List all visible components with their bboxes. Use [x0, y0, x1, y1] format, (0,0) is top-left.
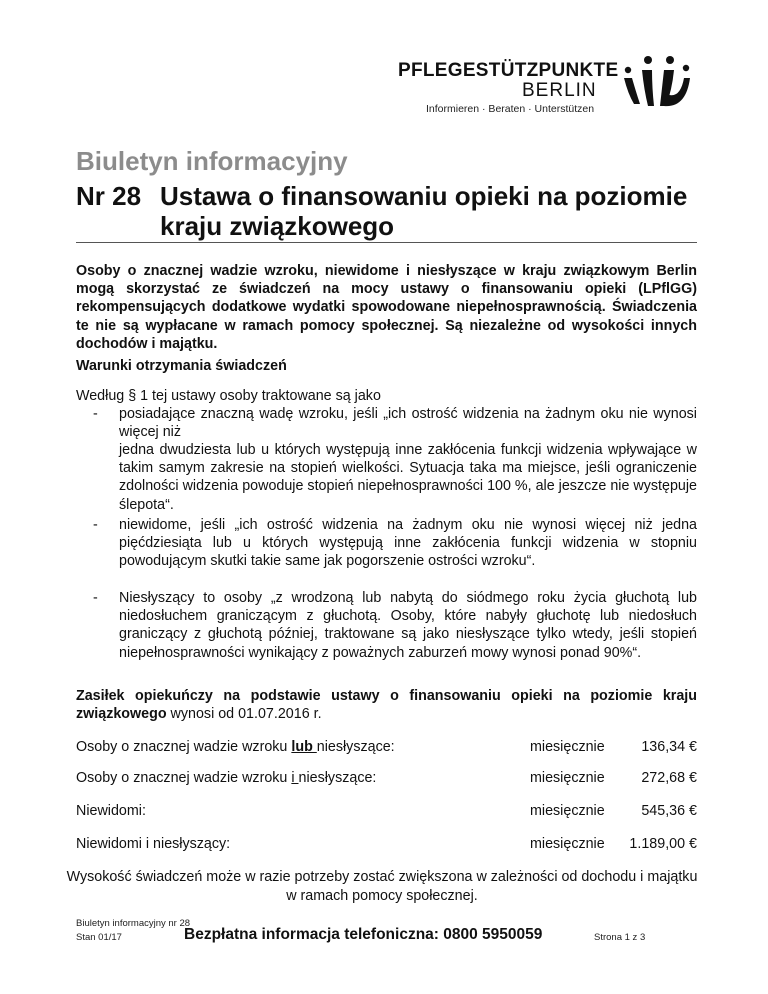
bulletin-number: Nr 28	[76, 181, 142, 211]
logo-figures-icon	[620, 54, 692, 110]
allowance-row-period: miesięcznie	[530, 836, 605, 852]
allowance-intro-bold: Zasiłek opiekuńczy na podstawie ustawy o finansowaniu opieki na poziomie kraju związkowego	[76, 688, 697, 723]
allowance-row-amount: 1.189,00 €	[629, 836, 697, 852]
list-item-text: niewidome, jeśli „ich ostrość widzenia na żadnym oku nie wynosi więcej niż jedna pięćdziesiąta lub u których występują inne zakłócenia funkcji widzenia w stopniu powodującym skutki takie same jak pogorszenie ostrości wzroku“.	[119, 517, 697, 570]
logo-tagline: Informieren · Beraten · Unterstützen	[426, 103, 595, 115]
title-divider	[76, 242, 697, 243]
list-dash: -	[93, 406, 98, 422]
list-item-text-continued: jedna dwudziesta lub u których występują inne zakłócenia funkcji widzenia wpływające w takim samym zakresie na stopień wielkości. Sytuacja taka ma miejsce, jeśli ograniczenie zdolności widzenia powoduje stopień niepełnosprawności 100 %, ale jeszcze nie występuje ślepota“.	[119, 442, 697, 513]
allowance-row	[76, 768, 697, 788]
document-type: Biuletyn informacyjny	[76, 146, 348, 176]
section-heading-conditions: Warunki otrzymania świadczeń	[76, 358, 287, 374]
footer-page-number: Strona 1 z 3	[594, 932, 646, 943]
allowance-intro	[76, 687, 697, 723]
increase-note: Wysokość świadczeń może w razie potrzeby zostać zwiększona w zależności od dochodu i majątku w ramach pomocy społecznej.	[66, 869, 698, 904]
allowance-row-amount: 136,34 €	[641, 739, 697, 755]
list-item-text: posiadające znaczną wadę wzroku, jeśli „ich ostrość widzenia na żadnym oku nie wynosi więcej niż	[119, 406, 697, 441]
allowance-row-label: Niewidomi i niesłyszący:	[76, 836, 231, 852]
footer-status: Stan 01/17	[76, 932, 122, 943]
allowance-row-label: Osoby o znacznej wadzie wzroku lub niesłyszące:	[76, 739, 395, 755]
allowance-row-label: Osoby o znacznej wadzie wzroku i niesłyszące:	[76, 770, 377, 786]
allowance-intro-rest: wynosi od 01.07.2016 r.	[166, 706, 322, 723]
intro-paragraph: Osoby o znacznej wadzie wzroku, niewidome i niesłyszące w kraju związkowym Berlin mogą skorzystać ze świadczeń na mocy ustawy o finansowaniu opieki (LPflGG) rekompensujących dodatkowe wydatki spowodowane niepełnosprawnością. Świadczenia te nie są wypłacane w ramach pomocy społecznej. Są niezależne od wysokości innych dochodów i majątku.	[76, 263, 697, 352]
conditions-lead: Według § 1 tej ustawy osoby traktowane są jako	[76, 388, 381, 404]
logo	[398, 56, 698, 116]
list-dash: -	[93, 517, 98, 533]
logo-title: PFLEGESTÜTZPUNKTE	[398, 60, 619, 81]
allowance-row	[76, 834, 697, 854]
list-dash: -	[93, 590, 98, 606]
allowance-row-period: miesięcznie	[530, 770, 605, 786]
allowance-row-amount: 545,36 €	[641, 803, 697, 819]
allowance-row-period: miesięcznie	[530, 803, 605, 819]
allowance-row	[76, 737, 697, 757]
logo-subtitle: BERLIN	[522, 80, 597, 101]
footer-bulletin: Biuletyn informacyjny nr 28	[76, 918, 191, 929]
allowance-row	[76, 801, 697, 821]
allowance-row-amount: 272,68 €	[641, 770, 697, 786]
list-item-text: Niesłyszący to osoby „z wrodzoną lub nabytą do siódmego roku życia głuchotą lub niedosłuchem graniczącym z głuchotą. Osoby, które nabyły głuchotę lub niedosłuch graniczący z głuchotą później, traktowane są jako niesłyszące tylko wtedy, jeśli stopień niepełnosprawności wynikający z poważnych zaburzeń mowy wynosi ponad 90%“.	[119, 590, 697, 661]
footer-hotline: Bezpłatna informacja telefoniczna: 0800 5950059	[184, 926, 543, 943]
allowance-row-period: miesięcznie	[530, 739, 605, 755]
allowance-row-label: Niewidomi:	[76, 803, 146, 819]
page-title: Ustawa o finansowaniu opieki na poziomie kraju związkowego	[160, 181, 688, 241]
